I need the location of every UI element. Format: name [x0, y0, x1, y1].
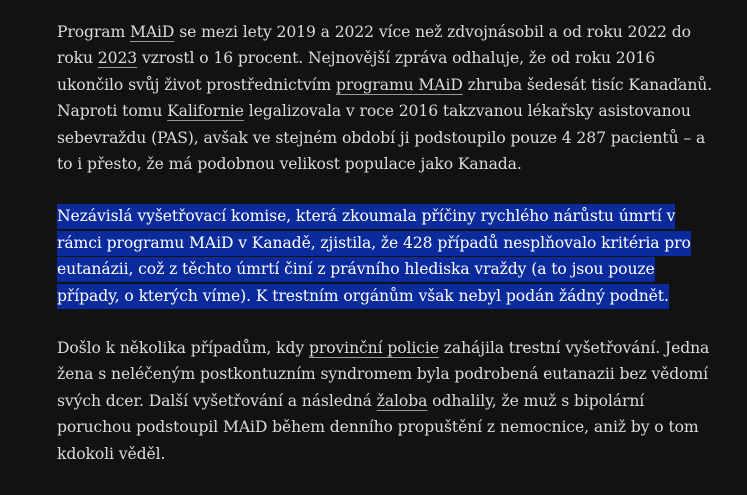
- paragraph-maid-growth: [57, 19, 717, 177]
- link-2023[interactable]: 2023: [97, 49, 138, 68]
- paragraph-text: zahájila trestní vyšetřování. Jedna žena s neléčeným postkontuzním syndromem byla podrobená eutanazii bez vědomí svých dcer. Další vyšetřování a následná: [57, 339, 710, 410]
- link-provincni-policie[interactable]: provinční policie: [308, 339, 439, 358]
- paragraph-text: legalizovala v roce 2016 takzvanou lékařsky asistovanou sebevraždu (PAS), avšak ve stejném období ji podstoupilo pouze 4 287 pacientů – a to i přesto, že má podobnou velikost populace jako Kanada.: [57, 102, 706, 174]
- paragraph-text: zhruba šedesát tisíc Kanaďanů. Naproti tomu: [57, 75, 713, 121]
- link-maid[interactable]: MAiD: [130, 23, 175, 41]
- link-programu-maid[interactable]: programu MAiD: [335, 75, 463, 94]
- article-body: [57, 19, 717, 467]
- paragraph-text: se mezi lety 2019 a 2022 více než zdvojnásobil a od roku 2022 do roku: [57, 23, 691, 68]
- selected-text[interactable]: Nezávislá vyšetřovací komise, která zkoumala příčiny rychlého nárůstu úmrtí v rámci programu MAiD v Kanadě, zjistila, že 428 případů nesplňovalo kritéria pro eutanázii, což z těchto úmrtí činí z právního hlediska vraždy (a to jsou pouze případy, o kterých víme). K trestním orgánům však nebyl podán žádný podnět.: [57, 204, 691, 308]
- paragraph-text: odhalily, že muž s bipolární poruchou podstoupil MAiD během denního propuštění z nemocnice, aniž by o tom kdokoli věděl.: [57, 391, 699, 463]
- paragraph-text: vzrostl o 16 procent. Nejnovější zpráva odhaluje, že od roku 2016 ukončilo svůj život prostřednictvím: [57, 49, 656, 94]
- link-kalifornie[interactable]: Kalifornie: [167, 102, 244, 121]
- paragraph-highlighted-selection[interactable]: [57, 203, 717, 309]
- paragraph-text: Došlo k několika případům, kdy: [57, 339, 309, 358]
- link-zaloba[interactable]: žaloba: [376, 391, 428, 410]
- paragraph-police-investigations: [57, 335, 717, 467]
- paragraph-text: Program: [57, 23, 131, 41]
